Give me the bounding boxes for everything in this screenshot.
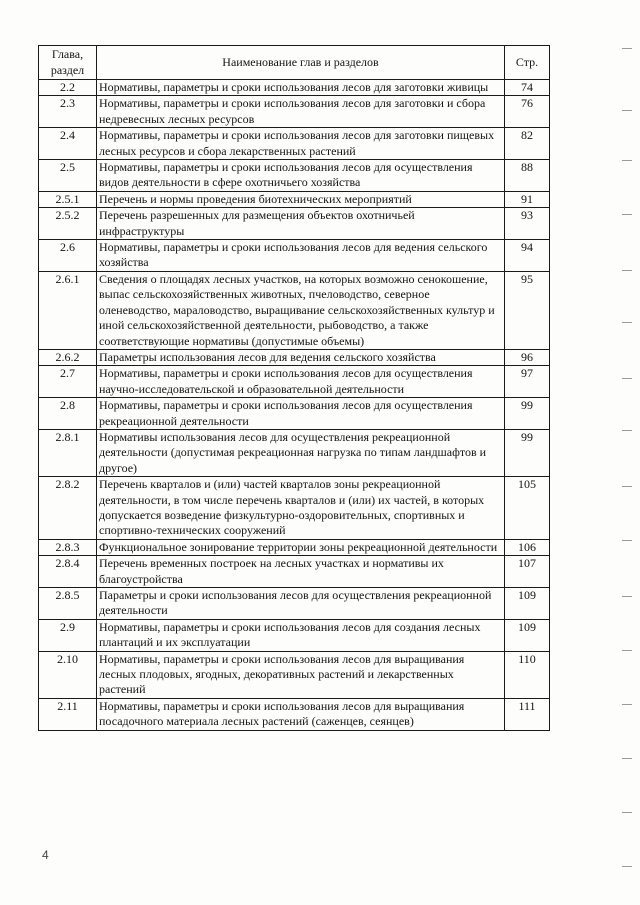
header-page: Стр. [505, 46, 550, 80]
section-page: 110 [505, 651, 550, 698]
toc-row [39, 588, 550, 620]
section-title: Нормативы, параметры и сроки использования лесов для осуществления видов деятельности в сфере охотничьего хозяйства [97, 160, 505, 192]
section-number: 2.6.2 [39, 349, 97, 365]
section-number: 2.7 [39, 366, 97, 398]
section-number: 2.10 [39, 651, 97, 698]
section-number: 2.2 [39, 80, 97, 96]
section-title: Нормативы, параметры и сроки использования лесов для осуществления рекреационной деятельности [97, 398, 505, 430]
section-number: 2.9 [39, 619, 97, 651]
section-number: 2.5.2 [39, 208, 97, 240]
section-number: 2.5.1 [39, 191, 97, 207]
section-title: Нормативы, параметры и сроки использования лесов для заготовки живицы [97, 80, 505, 96]
section-number: 2.5 [39, 160, 97, 192]
section-number: 2.8.3 [39, 539, 97, 555]
section-number: 2.11 [39, 698, 97, 730]
section-page: 91 [505, 191, 550, 207]
page-number: 4 [42, 848, 49, 862]
section-page: 93 [505, 208, 550, 240]
section-page: 106 [505, 539, 550, 555]
toc-row [39, 240, 550, 272]
section-number: 2.6 [39, 240, 97, 272]
toc-row [39, 366, 550, 398]
section-title: Параметры использования лесов для ведения сельского хозяйства [97, 349, 505, 365]
section-title: Нормативы, параметры и сроки использования лесов для создания лесных плантаций и их эксплуатации [97, 619, 505, 651]
section-number: 2.8.4 [39, 556, 97, 588]
section-page: 94 [505, 240, 550, 272]
section-title: Функциональное зонирование территории зоны рекреационной деятельности [97, 539, 505, 555]
section-page: 109 [505, 588, 550, 620]
toc-row [39, 349, 550, 365]
toc-row [39, 429, 550, 476]
toc-row [39, 398, 550, 430]
section-number: 2.8.2 [39, 477, 97, 540]
toc-row [39, 96, 550, 128]
scan-margin-marks [618, 0, 632, 905]
toc-row [39, 477, 550, 540]
section-page: 82 [505, 128, 550, 160]
toc-header-row [39, 46, 550, 80]
toc-row [39, 556, 550, 588]
toc-row [39, 80, 550, 96]
section-number: 2.8.1 [39, 429, 97, 476]
section-title: Нормативы, параметры и сроки использования лесов для заготовки пищевых лесных ресурсов и сбора лекарственных растений [97, 128, 505, 160]
section-title: Нормативы, параметры и сроки использования лесов для выращивания посадочного материала лесных растений (саженцев, сеянцев) [97, 698, 505, 730]
section-page: 74 [505, 80, 550, 96]
section-title: Перечень разрешенных для размещения объектов охотничьей инфраструктуры [97, 208, 505, 240]
header-chapter-section: Глава, раздел [39, 46, 97, 80]
section-title: Параметры и сроки использования лесов для осуществления рекреационной деятельности [97, 588, 505, 620]
section-page: 97 [505, 366, 550, 398]
toc-row [39, 651, 550, 698]
toc-table [38, 45, 550, 731]
section-page: 111 [505, 698, 550, 730]
toc-row [39, 160, 550, 192]
toc-row [39, 208, 550, 240]
section-page: 88 [505, 160, 550, 192]
section-title: Перечень и нормы проведения биотехнических мероприятий [97, 191, 505, 207]
toc-row [39, 539, 550, 555]
section-page: 76 [505, 96, 550, 128]
section-number: 2.8.5 [39, 588, 97, 620]
section-number: 2.6.1 [39, 271, 97, 349]
section-page: 96 [505, 349, 550, 365]
section-number: 2.3 [39, 96, 97, 128]
section-title: Сведения о площадях лесных участков, на которых возможно сенокошение, выпас сельскохозяйственных животных, пчеловодство, северное оленеводство, мараловодство, выращивание сельскохозяйственных культур и иной сельскохозяйственной деятельности, рыбоводство, а также соответствующие нормативы (допустимые объемы) [97, 271, 505, 349]
section-page: 109 [505, 619, 550, 651]
section-title: Нормативы использования лесов для осуществления рекреационной деятельности (допустимая рекреационная нагрузка по типам ландшафтов и другое) [97, 429, 505, 476]
section-page: 99 [505, 429, 550, 476]
section-title: Перечень временных построек на лесных участках и нормативы их благоустройства [97, 556, 505, 588]
section-page: 107 [505, 556, 550, 588]
section-page: 95 [505, 271, 550, 349]
section-page: 99 [505, 398, 550, 430]
section-title: Нормативы, параметры и сроки использования лесов для осуществления научно-исследовательской и образовательной деятельности [97, 366, 505, 398]
section-page: 105 [505, 477, 550, 540]
toc-row [39, 191, 550, 207]
header-chapter-title: Наименование глав и разделов [97, 46, 505, 80]
toc-row [39, 128, 550, 160]
section-title: Нормативы, параметры и сроки использования лесов для ведения сельского хозяйства [97, 240, 505, 272]
toc-row [39, 619, 550, 651]
toc-row [39, 271, 550, 349]
section-title: Перечень кварталов и (или) частей кварталов зоны рекреационной деятельности, в том числе перечень кварталов и (или) их частей, в которых допускается возведение физкультурно-оздоровительных, спортивных и спортивно-технических сооружений [97, 477, 505, 540]
section-number: 2.4 [39, 128, 97, 160]
section-title: Нормативы, параметры и сроки использования лесов для выращивания лесных плодовых, ягодных, декоративных растений и лекарственных растений [97, 651, 505, 698]
toc-row [39, 698, 550, 730]
section-number: 2.8 [39, 398, 97, 430]
section-title: Нормативы, параметры и сроки использования лесов для заготовки и сбора недревесных лесных ресурсов [97, 96, 505, 128]
